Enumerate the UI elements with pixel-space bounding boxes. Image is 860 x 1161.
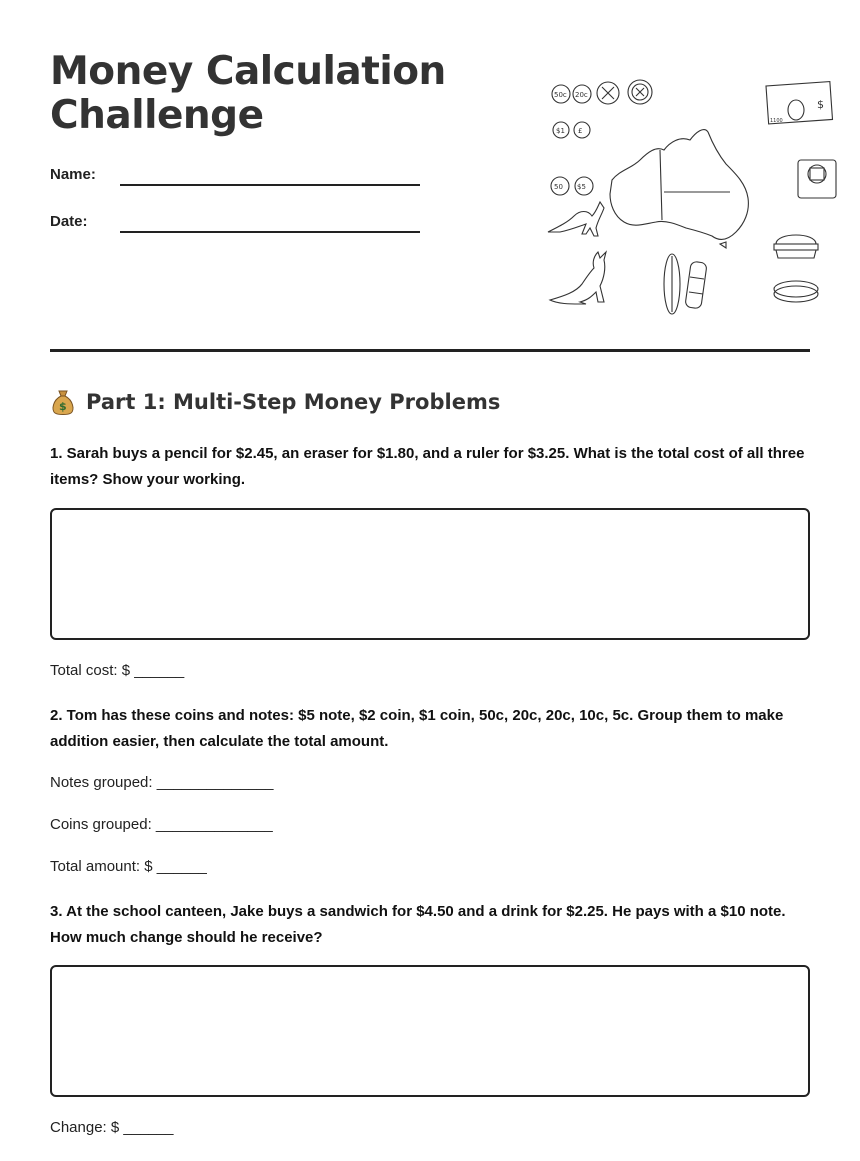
- part1-title: Part 1: Multi-Step Money Problems: [86, 390, 501, 414]
- svg-text:£: £: [578, 127, 583, 135]
- coin-icon: [774, 281, 818, 302]
- working-box-3[interactable]: [50, 965, 810, 1097]
- coin-icon: [574, 122, 590, 138]
- header-divider: [50, 349, 810, 352]
- wallet-icon: [798, 160, 836, 198]
- coin-icon: [597, 82, 619, 104]
- title-line-1: Money Calculation: [50, 49, 446, 94]
- coin-icon: [628, 80, 652, 104]
- total-amount-answer[interactable]: Total amount: $ ______: [50, 858, 207, 875]
- svg-text:$1: $1: [556, 127, 565, 135]
- svg-text:$5: $5: [577, 183, 586, 191]
- date-write-line: [120, 231, 420, 233]
- part1-heading: [50, 388, 500, 416]
- total-cost-answer[interactable]: Total cost: $ ______: [50, 662, 185, 679]
- notes-grouped-answer[interactable]: Notes grouped: ______________: [50, 774, 274, 791]
- coin-roll-icon: [664, 254, 707, 314]
- name-field[interactable]: [50, 166, 420, 196]
- name-write-line: [120, 184, 420, 186]
- svg-text:1100: 1100: [770, 118, 783, 124]
- date-field[interactable]: [50, 213, 420, 243]
- title-line-2: Challenge: [50, 93, 264, 138]
- question-1: 1. Sarah buys a pencil for $2.45, an eraser for $1.80, and a ruler for $3.25. What is the total cost of all three items? Show your working.: [50, 445, 805, 488]
- coin-icon: [551, 177, 569, 195]
- kangaroo-icon: [548, 202, 604, 236]
- money-bag-icon: [50, 388, 76, 416]
- coin-icon: [573, 85, 591, 103]
- name-label: Name:: [50, 166, 96, 183]
- date-label: Date:: [50, 213, 88, 230]
- coin-icon: [553, 122, 569, 138]
- worksheet-title: [50, 50, 446, 138]
- coins-grouped-answer[interactable]: Coins grouped: ______________: [50, 816, 273, 833]
- australia-map-icon: [610, 130, 748, 240]
- svg-text:20c: 20c: [575, 91, 588, 99]
- svg-text:50: 50: [554, 183, 563, 191]
- svg-text:$: $: [817, 98, 824, 111]
- question-3: 3. At the school canteen, Jake buys a sandwich for $4.50 and a drink for $2.25. He pays with a $10 note. How much change should he receive?: [50, 903, 786, 946]
- working-box-1[interactable]: [50, 508, 810, 640]
- question-2: 2. Tom has these coins and notes: $5 note, $2 coin, $1 coin, 50c, 20c, 20c, 10c, 5c. Group them to make addition easier, then calculate the total amount.: [50, 707, 784, 750]
- tasmania-icon: [720, 242, 726, 248]
- svg-text:$: $: [59, 400, 67, 413]
- banknote-icon: [766, 82, 832, 124]
- coin-icon: [552, 85, 570, 103]
- svg-text:50c: 50c: [554, 91, 567, 99]
- coin-icon: [575, 177, 593, 195]
- change-answer[interactable]: Change: $ ______: [50, 1119, 174, 1136]
- burger-icon: [774, 235, 818, 258]
- money-illustration: [540, 72, 824, 317]
- kangaroo-icon: [550, 252, 606, 304]
